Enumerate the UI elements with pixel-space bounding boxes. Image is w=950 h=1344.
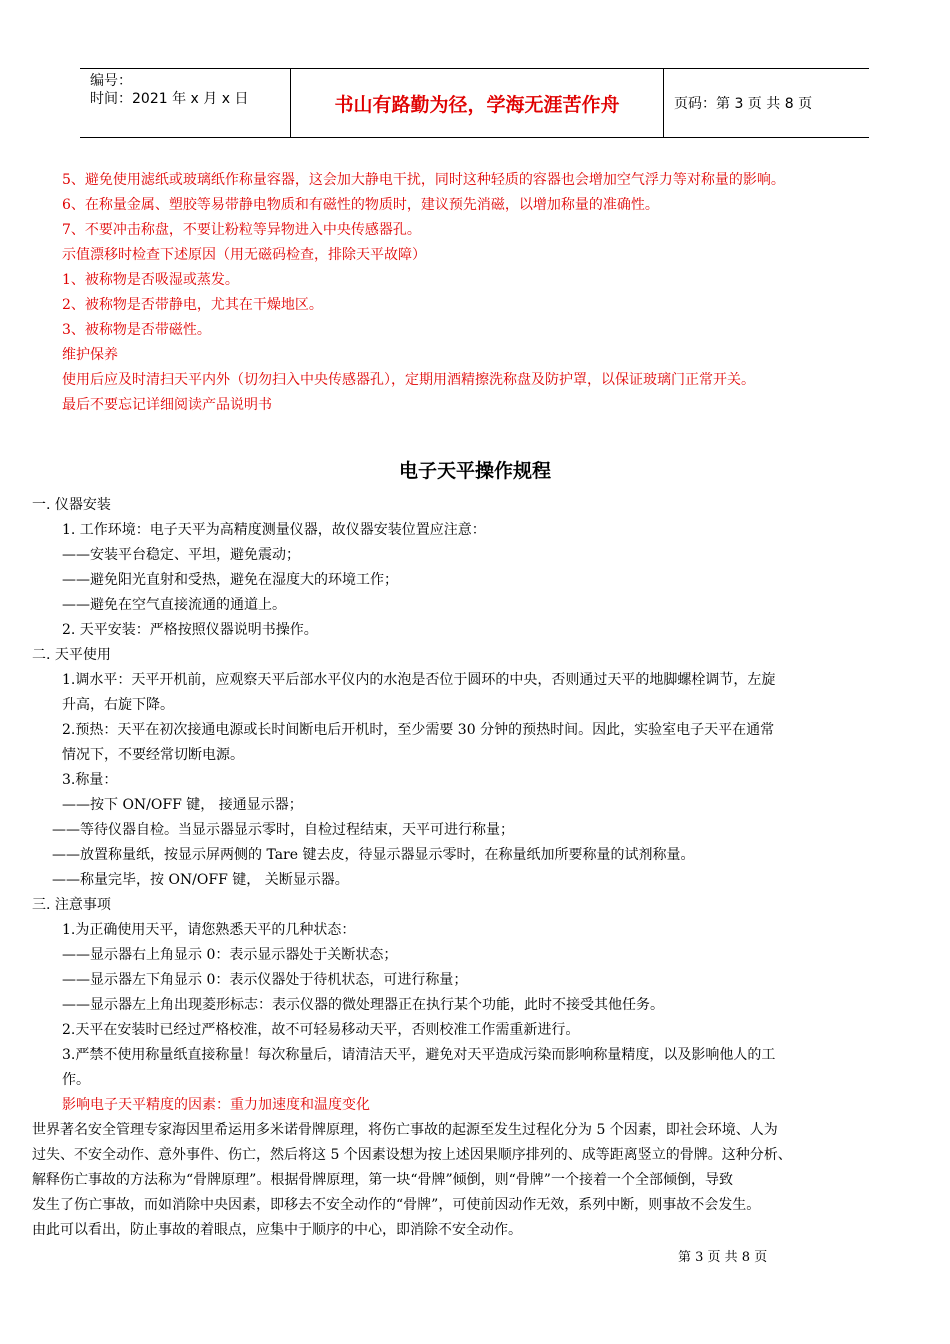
page-header bbox=[80, 68, 869, 138]
body-line: ——显示器左下角显示 0：表示仪器处于待机状态，可进行称量； bbox=[62, 972, 468, 988]
body-line: 1. 工作环境：电子天平为高精度测量仪器，故仪器安装位置应注意： bbox=[62, 522, 486, 538]
body-line: 1.为正确使用天平，请您熟悉天平的几种状态： bbox=[62, 922, 356, 938]
body-line: 情况下，不要经常切断电源。 bbox=[62, 747, 244, 763]
body-line: 1.调水平：天平开机前，应观察天平后部水平仪内的水泡是否位于圆环的中央，否则通过天平的地脚螺栓调节，左旋 bbox=[62, 672, 776, 688]
note-line: 2、被称物是否带静电，尤其在干燥地区。 bbox=[62, 297, 323, 313]
page-footer: 第 3 页 共 8 页 bbox=[678, 1250, 768, 1265]
body-line: 2.天平在安装时已经过严格校准，故不可轻易移动天平，否则校准工作需重新进行。 bbox=[62, 1022, 580, 1038]
note-line: 6、在称量金属、塑胶等易带静电物质和有磁性的物质时，建议预先消磁，以增加称量的准确性。 bbox=[62, 197, 659, 213]
paragraph-line: 发生了伤亡事故，而如消除中央因素，即移去不安全动作的“骨牌”，可使前因动作无效，系列中断，则事故不会发生。 bbox=[32, 1197, 761, 1213]
header-motto: 书山有路勤为径，学海无涯苦作舟 bbox=[291, 69, 664, 137]
highlight-line: 影响电子天平精度的因素：重力加速度和温度变化 bbox=[62, 1097, 370, 1113]
body-line: ——显示器左上角出现菱形标志：表示仪器的微处理器正在执行某个功能，此时不接受其他任务。 bbox=[62, 997, 664, 1013]
body-line: 作。 bbox=[62, 1072, 90, 1088]
note-line: 最后不要忘记详细阅读产品说明书 bbox=[62, 397, 272, 413]
header-meta bbox=[80, 69, 291, 137]
body-line: 2. 天平安装：严格按照仪器说明书操作。 bbox=[62, 622, 318, 638]
body-line: ——放置称量纸，按显示屏两侧的 Tare 键去皮，待显示器显示零时，在称量纸加所要称量的试剂称量。 bbox=[52, 847, 695, 863]
note-line: 使用后应及时清扫天平内外（切勿扫入中央传感器孔），定期用酒精擦洗称盘及防护罩，以保证玻璃门正常开关。 bbox=[62, 372, 755, 388]
paragraph-line: 过失、不安全动作、意外事件、伤亡，然后将这 5 个因素设想为按上述因果顺序排列的、成等距离竖立的骨牌。这种分析、 bbox=[32, 1147, 792, 1163]
body-line: 升高，右旋下降。 bbox=[62, 697, 174, 713]
header-date: 时间：2021 年 x 月 x 日 bbox=[90, 91, 249, 107]
header-page-code: 页码：第 3 页 共 8 页 bbox=[674, 96, 813, 112]
body-line: ——按下 ON/OFF 键， 接通显示器； bbox=[62, 797, 303, 813]
section-heading: 一. 仪器安装 bbox=[32, 497, 111, 513]
body-line: 3.严禁不使用称量纸直接称量！每次称量后，请清洁天平，避免对天平造成污染而影响称量精度，以及影响他人的工 bbox=[62, 1047, 776, 1063]
section-heading: 三. 注意事项 bbox=[32, 897, 111, 913]
note-line: 1、被称物是否吸湿或蒸发。 bbox=[62, 272, 239, 288]
note-line: 3、被称物是否带磁性。 bbox=[62, 322, 211, 338]
body-line: 3.称量： bbox=[62, 772, 118, 788]
paragraph-line: 解释伤亡事故的方法称为“骨牌原理”。根据骨牌原理，第一块“骨牌”倾倒，则“骨牌”一个接着一个全部倾倒，导致 bbox=[32, 1172, 733, 1188]
note-line: 示值漂移时检查下述原因（用无磁码检查，排除天平故障） bbox=[62, 247, 426, 263]
body-line: ——显示器右上角显示 0：表示显示器处于关断状态； bbox=[62, 947, 398, 963]
body-line: ——安装平台稳定、平坦，避免震动； bbox=[62, 547, 300, 563]
paragraph-line: 由此可以看出，防止事故的着眼点，应集中于顺序的中心，即消除不安全动作。 bbox=[32, 1222, 522, 1238]
body-line: 2.预热：天平在初次接通电源或长时间断电后开机时，至少需要 30 分钟的预热时间。因此，实验室电子天平在通常 bbox=[62, 722, 775, 738]
note-line: 5、避免使用滤纸或玻璃纸作称量容器，这会加大静电干扰，同时这种轻质的容器也会增加空气浮力等对称量的影响。 bbox=[62, 172, 785, 188]
body-line: ——避免阳光直射和受热，避免在湿度大的环境工作； bbox=[62, 572, 398, 588]
note-line: 7、不要冲击称盘，不要让粉粒等异物进入中央传感器孔。 bbox=[62, 222, 421, 238]
body-line: ——避免在空气直接流通的通道上。 bbox=[62, 597, 286, 613]
body-line: ——等待仪器自检。当显示器显示零时，自检过程结束，天平可进行称量； bbox=[52, 822, 514, 838]
page-title: 电子天平操作规程 bbox=[398, 460, 551, 482]
paragraph-line: 世界著名安全管理专家海因里希运用多米诺骨牌原理，将伤亡事故的起源至发生过程化分为 5 个因素，即社会环境、人为 bbox=[32, 1122, 778, 1138]
header-number: 编号： bbox=[90, 73, 132, 89]
note-heading: 维护保养 bbox=[62, 347, 118, 363]
section-heading: 二. 天平使用 bbox=[32, 647, 111, 663]
body-line: ——称量完毕，按 ON/OFF 键， 关断显示器。 bbox=[52, 872, 349, 888]
